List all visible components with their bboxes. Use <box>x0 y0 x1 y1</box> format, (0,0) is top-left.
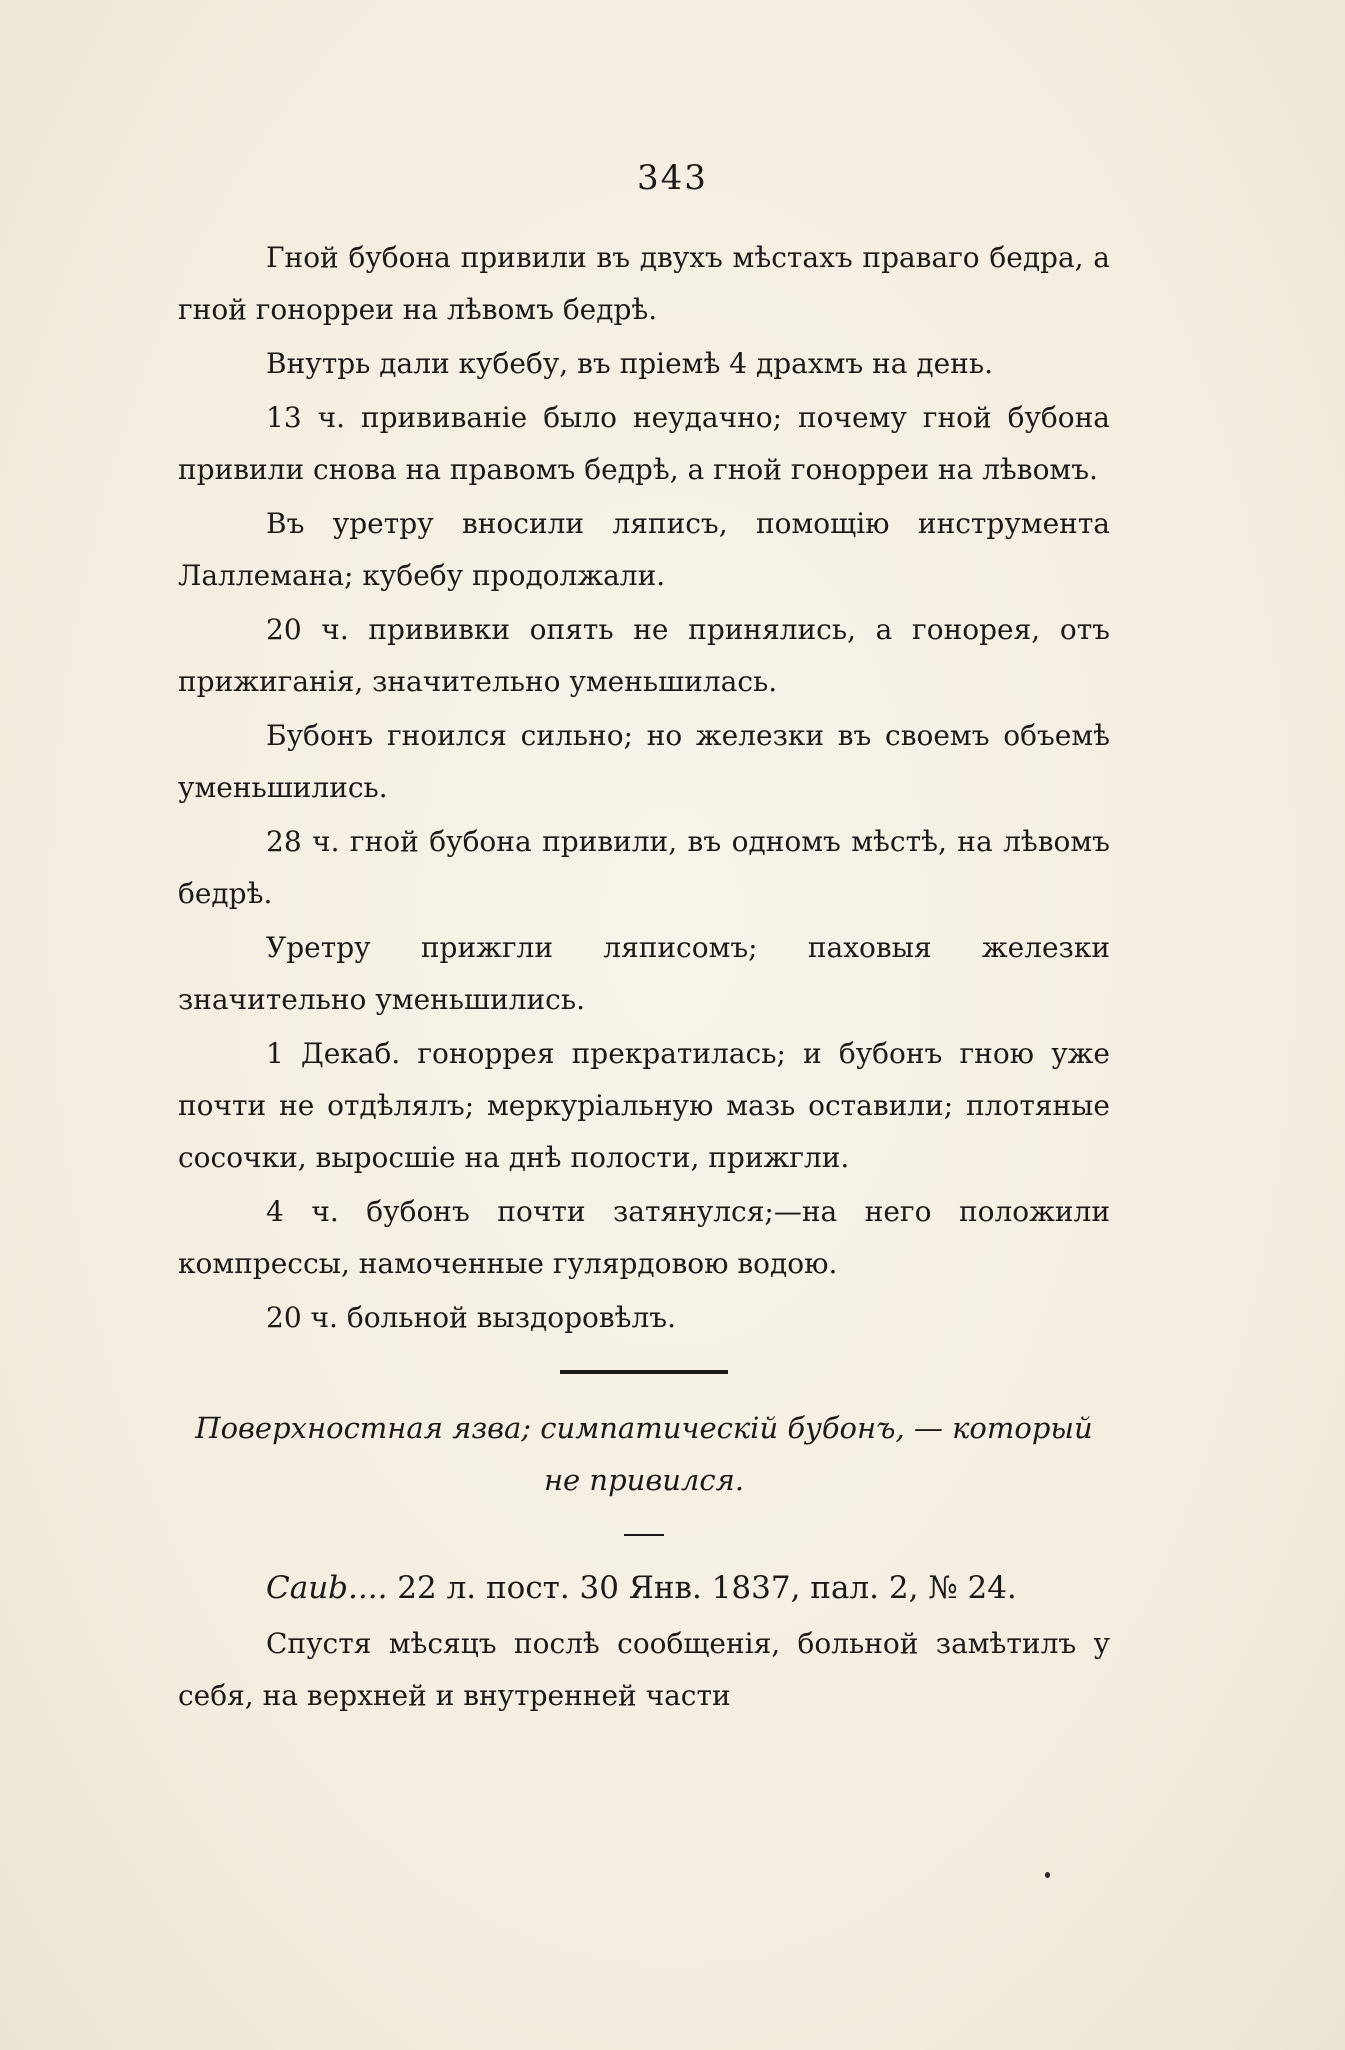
section-divider <box>560 1370 728 1374</box>
paragraph: 20 ч. прививки опять не принялись, а гонорея, отъ прижиганія, значительно уменьшилась. <box>178 613 1110 698</box>
paragraph: 13 ч. прививаніе было неудачно; почему гной бубона привили снова на правомъ бедрѣ, а гной гонорреи на лѣвомъ. <box>178 401 1110 486</box>
case-details: 22 л. пост. 30 Янв. 1837, пал. 2, № 24. <box>397 1570 1017 1606</box>
paragraph: Внутрь дали кубебу, въ пріемѣ 4 драхмъ на день. <box>266 347 993 380</box>
heading-divider <box>624 1534 664 1536</box>
section-heading: Поверхностная язва; симпатическій бубонъ, — который не привился. <box>195 1411 1093 1497</box>
paragraph: 4 ч. бубонъ почти затянулся;—на него положили компрессы, намоченные гулярдовою водою. <box>178 1195 1110 1280</box>
paragraph: Въ уретру вносили ляписъ, помощію инструмента Лаллемана; кубебу продолжали. <box>178 507 1110 592</box>
case-patient-name: Caub.... <box>266 1570 388 1606</box>
paragraph: 20 ч. больной выздоровѣлъ. <box>266 1301 677 1334</box>
paragraph: Спустя мѣсяцъ послѣ сообщенія, больной замѣтилъ у себя, на верхней и внутренней части <box>178 1627 1110 1712</box>
paper-speck <box>1045 1872 1050 1878</box>
paragraph: 1 Декаб. гоноррея прекратилась; и бубонъ гною уже почти не отдѣлялъ; меркуріальную мазь оставили; плотяные сосочки, выросшіе на днѣ полости, прижгли. <box>178 1037 1110 1174</box>
paragraph: Гной бубона привили въ двухъ мѣстахъ праваго бедра, а гной гонорреи на лѣвомъ бедрѣ. <box>178 241 1110 326</box>
body-text <box>178 232 1110 1724</box>
case-header <box>178 1562 1110 1614</box>
page-number: 343 <box>637 158 708 198</box>
paragraph: 28 ч. гной бубона привили, въ одномъ мѣстѣ, на лѣвомъ бедрѣ. <box>178 825 1110 910</box>
paragraph: Бубонъ гноился сильно; но железки въ своемъ объемѣ уменьшились. <box>178 719 1110 804</box>
paragraph: Уретру прижгли ляписомъ; паховыя железки значительно уменьшились. <box>178 931 1110 1016</box>
